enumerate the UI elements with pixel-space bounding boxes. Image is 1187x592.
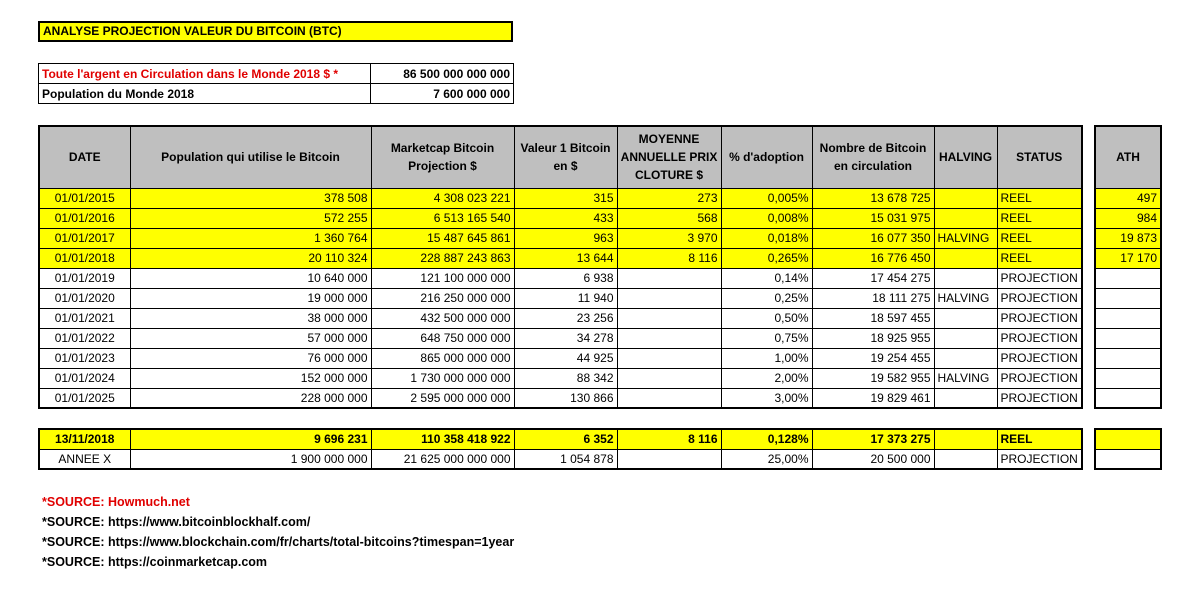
- cell-moyenne: [617, 449, 721, 469]
- cell-marketcap: 865 000 000 000: [371, 348, 514, 368]
- cell-status: PROJECTION: [997, 449, 1082, 469]
- cell-status: REEL: [997, 248, 1082, 268]
- ath-row: [1095, 248, 1161, 268]
- ath-row: [1095, 208, 1161, 228]
- ath-row: [1095, 348, 1161, 368]
- source-note: *SOURCE: https://www.bitcoinblockhalf.com/: [42, 515, 311, 529]
- source-note: *SOURCE: https://coinmarketcap.com: [42, 555, 268, 569]
- cell-halving: [934, 328, 997, 348]
- ath-row: [1095, 228, 1161, 248]
- source-note: *SOURCE: https://www.blockchain.com/fr/charts/total-bitcoins?timespan=1year: [42, 535, 515, 549]
- cell-moyenne: [617, 388, 721, 408]
- cell-nombre: 19 829 461: [812, 388, 934, 408]
- header-nombre: Nombre de Bitcoin en circulation: [812, 126, 934, 188]
- table-row: [39, 348, 1082, 368]
- table-row: [39, 248, 1082, 268]
- table-row: [39, 308, 1082, 328]
- cell-ath: 17 170: [1095, 248, 1161, 268]
- cell-nombre: 19 582 955: [812, 368, 934, 388]
- source-note: *SOURCE: Howmuch.net: [42, 495, 190, 509]
- cell-status: REEL: [997, 208, 1082, 228]
- ath-row: [1095, 308, 1161, 328]
- cell-halving: [934, 248, 997, 268]
- cell-date: 01/01/2016: [39, 208, 130, 228]
- cell-marketcap: 4 308 023 221: [371, 188, 514, 208]
- cell-ath: [1095, 449, 1161, 469]
- cell-population: 228 000 000: [130, 388, 371, 408]
- cell-halving: HALVING: [934, 368, 997, 388]
- cell-population: 20 110 324: [130, 248, 371, 268]
- cell-moyenne: 8 116: [617, 248, 721, 268]
- table-row: [39, 208, 1082, 228]
- money-circulation-label: Toute l'argent en Circulation dans le Monde 2018 $ *: [39, 64, 371, 84]
- cell-date: 01/01/2019: [39, 268, 130, 288]
- cell-ath: [1095, 368, 1161, 388]
- table-row: [39, 328, 1082, 348]
- cell-adoption: 0,75%: [721, 328, 812, 348]
- table-header-row: [39, 126, 1082, 188]
- header-marketcap: Marketcap Bitcoin Projection $: [371, 126, 514, 188]
- cell-ath: [1095, 348, 1161, 368]
- table-row: [39, 429, 1082, 449]
- cell-adoption: 0,005%: [721, 188, 812, 208]
- cell-ath: [1095, 288, 1161, 308]
- cell-date: 01/01/2018: [39, 248, 130, 268]
- cell-population: 572 255: [130, 208, 371, 228]
- cell-halving: [934, 429, 997, 449]
- cell-moyenne: [617, 308, 721, 328]
- cell-halving: [934, 449, 997, 469]
- cell-status: PROJECTION: [997, 368, 1082, 388]
- cell-marketcap: 648 750 000 000: [371, 328, 514, 348]
- cell-ath: [1095, 429, 1161, 449]
- cell-nombre: 16 776 450: [812, 248, 934, 268]
- cell-halving: [934, 388, 997, 408]
- ath-header-row: [1095, 126, 1161, 188]
- cell-adoption: 0,25%: [721, 288, 812, 308]
- cell-nombre: 18 597 455: [812, 308, 934, 328]
- ath-row: [1095, 388, 1161, 408]
- cell-valeur: 88 342: [514, 368, 617, 388]
- cell-adoption: 1,00%: [721, 348, 812, 368]
- cell-population: 10 640 000: [130, 268, 371, 288]
- cell-nombre: 13 678 725: [812, 188, 934, 208]
- cell-status: REEL: [997, 429, 1082, 449]
- cell-ath: 19 873: [1095, 228, 1161, 248]
- cell-valeur: 6 352: [514, 429, 617, 449]
- cell-date: 01/01/2020: [39, 288, 130, 308]
- table-row: [39, 228, 1082, 248]
- cell-marketcap: 432 500 000 000: [371, 308, 514, 328]
- cell-marketcap: 15 487 645 861: [371, 228, 514, 248]
- cell-population: 38 000 000: [130, 308, 371, 328]
- ath-row: [1095, 328, 1161, 348]
- header-valeur: Valeur 1 Bitcoin en $: [514, 126, 617, 188]
- projection-table: [38, 125, 1083, 409]
- cell-marketcap: 1 730 000 000 000: [371, 368, 514, 388]
- cell-date: 01/01/2015: [39, 188, 130, 208]
- cell-population: 378 508: [130, 188, 371, 208]
- cell-ath: [1095, 328, 1161, 348]
- money-circulation-row: [39, 64, 514, 84]
- cell-moyenne: [617, 288, 721, 308]
- cell-nombre: 18 111 275: [812, 288, 934, 308]
- cell-valeur: 130 866: [514, 388, 617, 408]
- cell-population: 1 900 000 000: [130, 449, 371, 469]
- cell-nombre: 17 373 275: [812, 429, 934, 449]
- cell-moyenne: [617, 368, 721, 388]
- cell-valeur: 13 644: [514, 248, 617, 268]
- header-moyenne: MOYENNE ANNUELLE PRIX CLOTURE $: [617, 126, 721, 188]
- cell-date: 01/01/2024: [39, 368, 130, 388]
- cell-halving: HALVING: [934, 288, 997, 308]
- cell-valeur: 34 278: [514, 328, 617, 348]
- header-halving: HALVING: [934, 126, 997, 188]
- cell-adoption: 0,265%: [721, 248, 812, 268]
- cell-halving: [934, 268, 997, 288]
- cell-population: 57 000 000: [130, 328, 371, 348]
- cell-date: 13/11/2018: [39, 429, 130, 449]
- ath-table: [1094, 125, 1162, 409]
- header-adoption: % d'adoption: [721, 126, 812, 188]
- ath-row: [1095, 449, 1161, 469]
- cell-adoption: 0,128%: [721, 429, 812, 449]
- cell-date: 01/01/2025: [39, 388, 130, 408]
- sheet-title: ANALYSE PROJECTION VALEUR DU BITCOIN (BTC): [38, 21, 513, 42]
- cell-moyenne: 568: [617, 208, 721, 228]
- header-population: Population qui utilise le Bitcoin: [130, 126, 371, 188]
- cell-ath: [1095, 308, 1161, 328]
- cell-population: 76 000 000: [130, 348, 371, 368]
- ath-row: [1095, 288, 1161, 308]
- cell-halving: [934, 308, 997, 328]
- cell-marketcap: 110 358 418 922: [371, 429, 514, 449]
- cell-nombre: 18 925 955: [812, 328, 934, 348]
- cell-valeur: 23 256: [514, 308, 617, 328]
- cell-population: 1 360 764: [130, 228, 371, 248]
- table-row: [39, 368, 1082, 388]
- cell-ath: [1095, 268, 1161, 288]
- summary-ath-table: [1094, 428, 1162, 470]
- cell-adoption: 3,00%: [721, 388, 812, 408]
- cell-status: PROJECTION: [997, 288, 1082, 308]
- cell-population: 152 000 000: [130, 368, 371, 388]
- cell-valeur: 1 054 878: [514, 449, 617, 469]
- cell-halving: [934, 208, 997, 228]
- cell-population: 9 696 231: [130, 429, 371, 449]
- cell-date: 01/01/2017: [39, 228, 130, 248]
- cell-status: PROJECTION: [997, 308, 1082, 328]
- table-row: [39, 388, 1082, 408]
- cell-nombre: 15 031 975: [812, 208, 934, 228]
- cell-adoption: 0,50%: [721, 308, 812, 328]
- cell-valeur: 963: [514, 228, 617, 248]
- cell-status: REEL: [997, 188, 1082, 208]
- cell-adoption: 0,018%: [721, 228, 812, 248]
- table-row: [39, 449, 1082, 469]
- cell-ath: 984: [1095, 208, 1161, 228]
- cell-moyenne: 3 970: [617, 228, 721, 248]
- cell-nombre: 19 254 455: [812, 348, 934, 368]
- cell-halving: [934, 188, 997, 208]
- cell-ath: [1095, 388, 1161, 408]
- table-row: [39, 268, 1082, 288]
- header-ath: ATH: [1095, 126, 1161, 188]
- cell-ath: 497: [1095, 188, 1161, 208]
- cell-marketcap: 121 100 000 000: [371, 268, 514, 288]
- cell-halving: [934, 348, 997, 368]
- cell-moyenne: [617, 328, 721, 348]
- cell-moyenne: 273: [617, 188, 721, 208]
- ath-row: [1095, 429, 1161, 449]
- cell-status: PROJECTION: [997, 348, 1082, 368]
- cell-adoption: 0,008%: [721, 208, 812, 228]
- cell-marketcap: 216 250 000 000: [371, 288, 514, 308]
- cell-moyenne: 8 116: [617, 429, 721, 449]
- cell-nombre: 20 500 000: [812, 449, 934, 469]
- cell-valeur: 433: [514, 208, 617, 228]
- cell-valeur: 315: [514, 188, 617, 208]
- cell-status: REEL: [997, 228, 1082, 248]
- cell-valeur: 6 938: [514, 268, 617, 288]
- cell-population: 19 000 000: [130, 288, 371, 308]
- cell-marketcap: 228 887 243 863: [371, 248, 514, 268]
- cell-nombre: 16 077 350: [812, 228, 934, 248]
- ath-row: [1095, 268, 1161, 288]
- cell-nombre: 17 454 275: [812, 268, 934, 288]
- header-status: STATUS: [997, 126, 1082, 188]
- cell-date: 01/01/2022: [39, 328, 130, 348]
- world-info-table: [38, 63, 514, 104]
- cell-halving: HALVING: [934, 228, 997, 248]
- cell-valeur: 11 940: [514, 288, 617, 308]
- cell-valeur: 44 925: [514, 348, 617, 368]
- world-population-label: Population du Monde 2018: [39, 84, 371, 104]
- cell-adoption: 0,14%: [721, 268, 812, 288]
- cell-date: ANNEE X: [39, 449, 130, 469]
- ath-row: [1095, 188, 1161, 208]
- cell-adoption: 2,00%: [721, 368, 812, 388]
- cell-status: PROJECTION: [997, 388, 1082, 408]
- cell-date: 01/01/2021: [39, 308, 130, 328]
- cell-status: PROJECTION: [997, 328, 1082, 348]
- cell-status: PROJECTION: [997, 268, 1082, 288]
- header-date: DATE: [39, 126, 130, 188]
- summary-table: [38, 428, 1083, 470]
- money-circulation-value: 86 500 000 000 000: [371, 64, 514, 84]
- cell-marketcap: 6 513 165 540: [371, 208, 514, 228]
- cell-adoption: 25,00%: [721, 449, 812, 469]
- cell-moyenne: [617, 268, 721, 288]
- ath-row: [1095, 368, 1161, 388]
- cell-moyenne: [617, 348, 721, 368]
- world-population-row: [39, 84, 514, 104]
- table-row: [39, 188, 1082, 208]
- cell-date: 01/01/2023: [39, 348, 130, 368]
- world-population-value: 7 600 000 000: [371, 84, 514, 104]
- cell-marketcap: 21 625 000 000 000: [371, 449, 514, 469]
- cell-marketcap: 2 595 000 000 000: [371, 388, 514, 408]
- table-row: [39, 288, 1082, 308]
